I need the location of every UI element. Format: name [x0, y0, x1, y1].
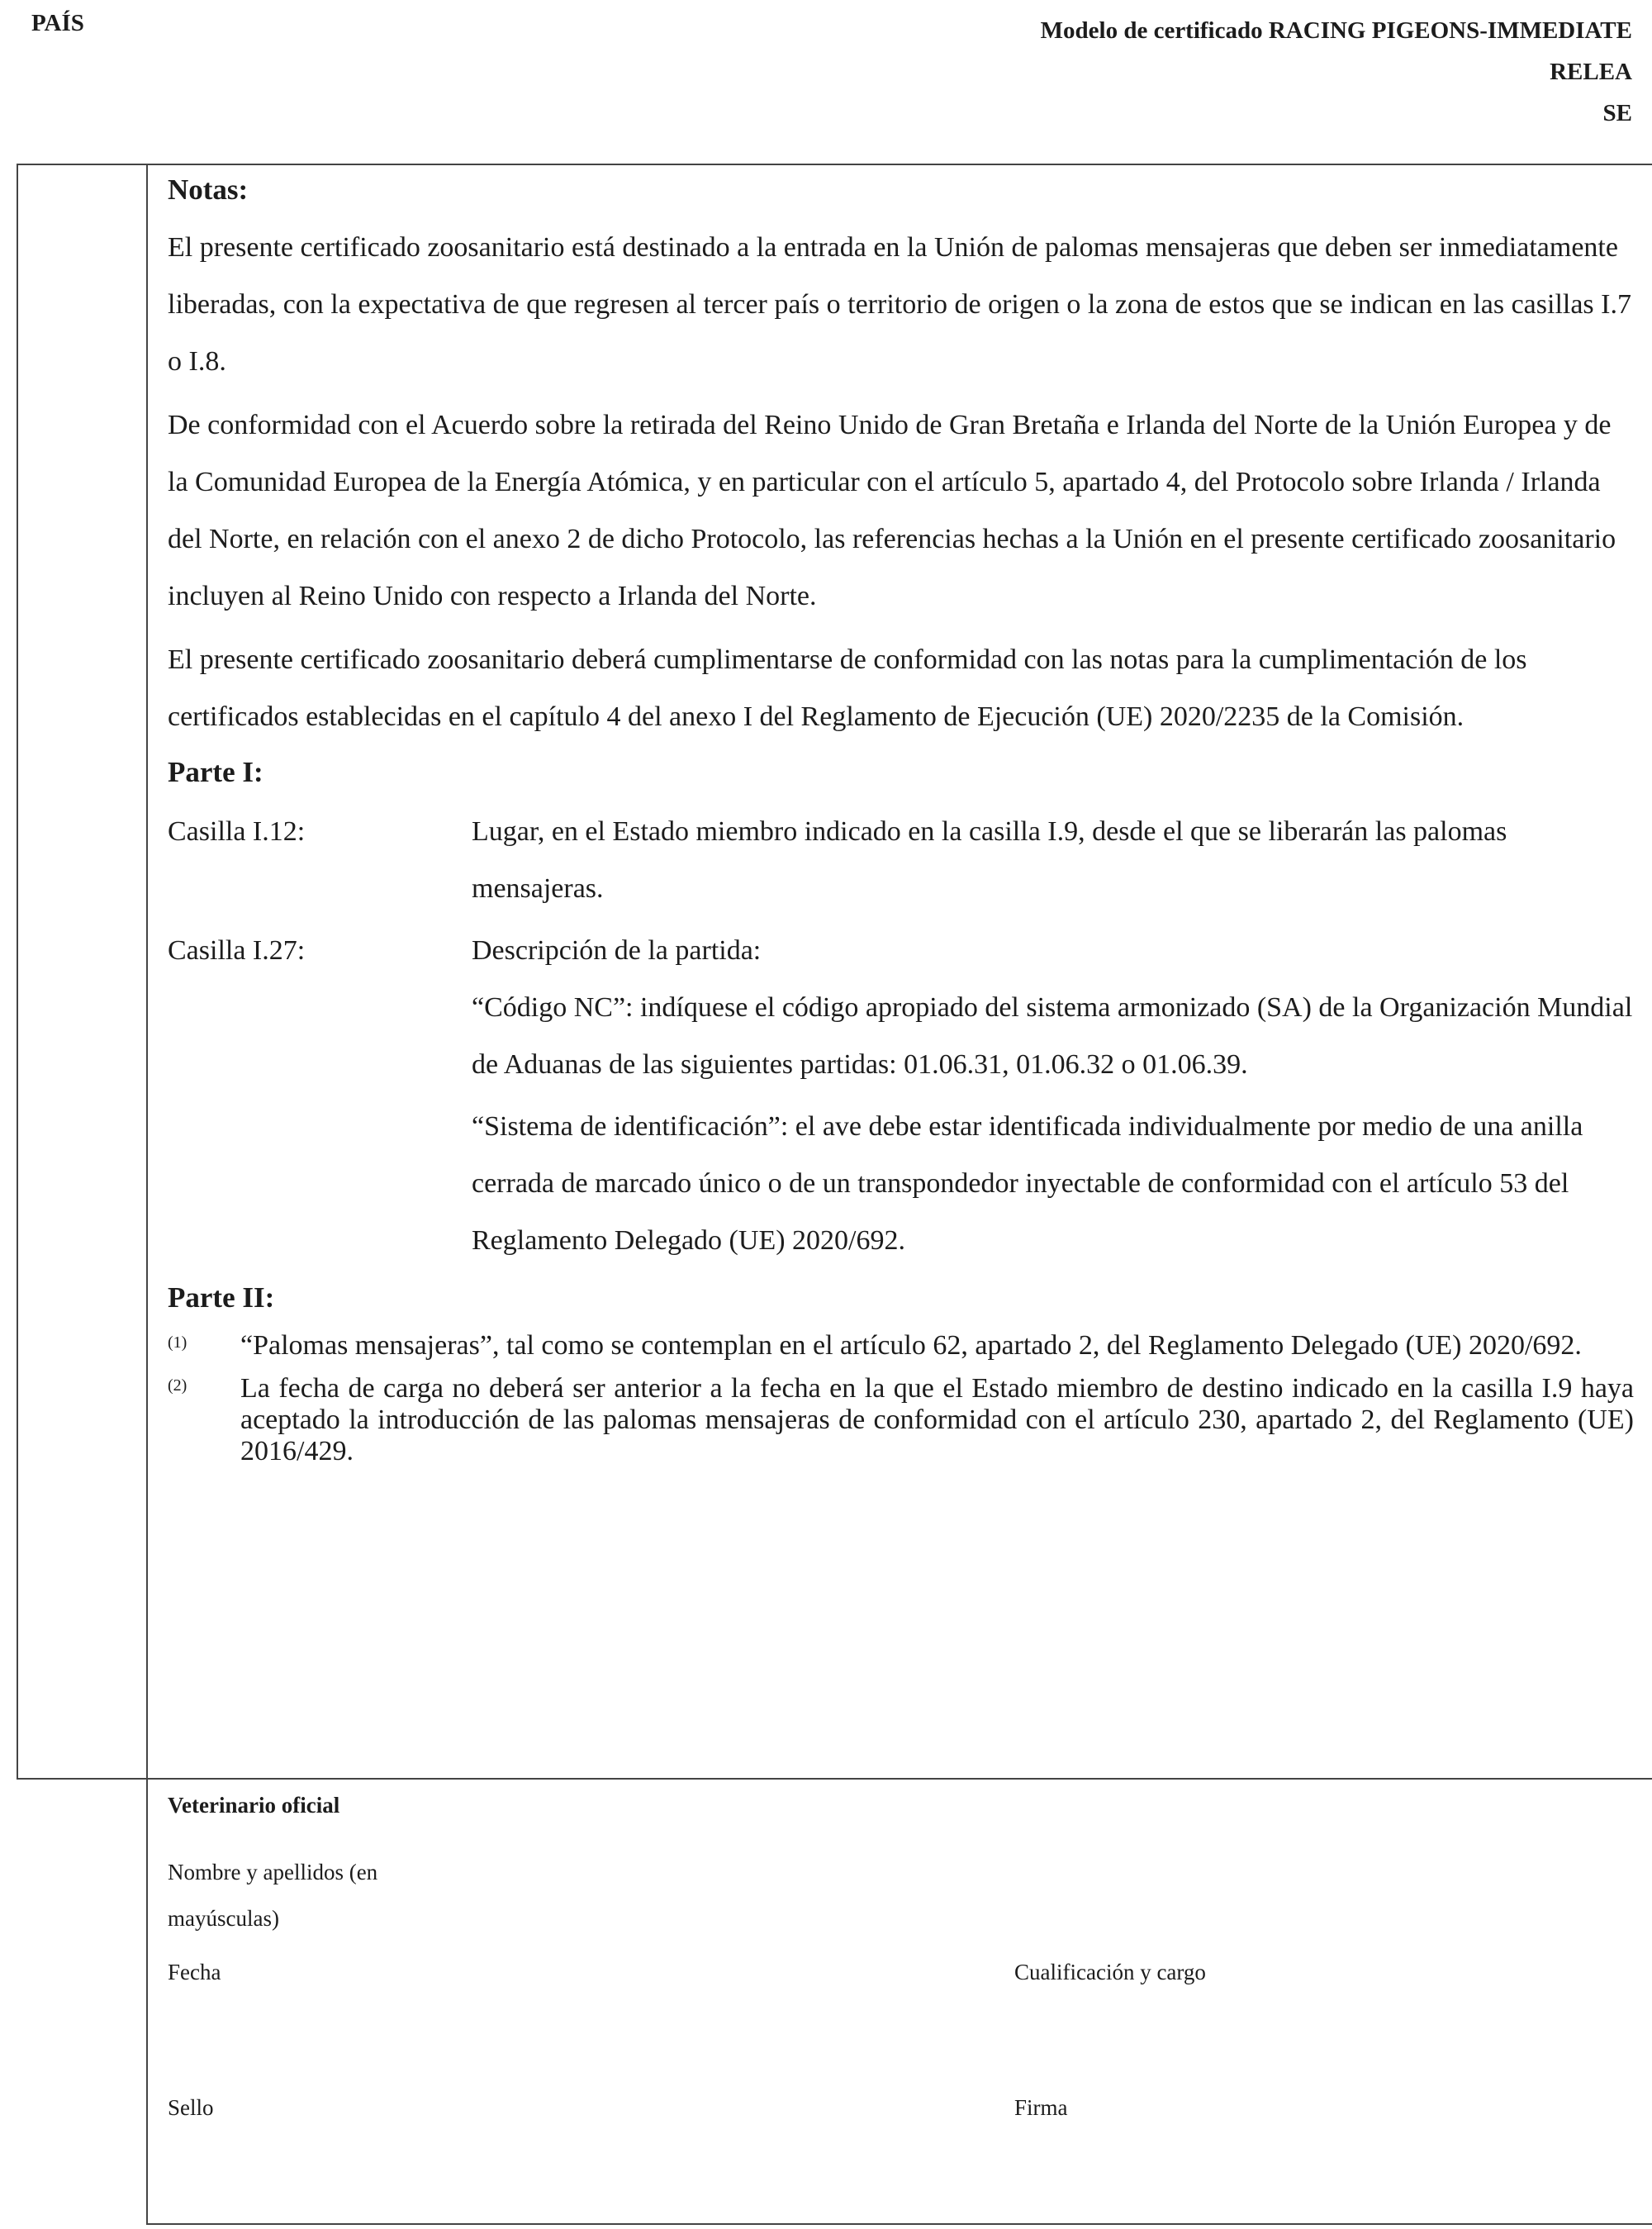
name-label [168, 1849, 377, 1941]
top-border [17, 164, 1652, 165]
signature-section-divider [17, 1778, 1652, 1780]
footnote-2-text: La fecha de carga no deberá ser anterior a la fecha en la que el Estado miembro de destino indicado en la casilla I.9 haya aceptado la introducción de las palomas mensajeras de conformidad con el artículo 230, apartado 2, del Reglamento (UE) 2016/429. [240, 1373, 1634, 1466]
box-i27-row [168, 922, 1634, 1269]
stamp-label: Sello [168, 2095, 214, 2120]
notes-paragraph-purpose: El presente certificado zoosanitario está destinado a la entrada en la Unión de palomas mensajeras que deben ser inmediatamente liberadas, con la expectativa de que regresen al tercer país o territorio de origen o la zona de estos que se indican en las casillas I.7 o I.8. [168, 232, 1631, 377]
box-i12-row [168, 803, 1634, 917]
bottom-border [146, 2223, 1652, 2225]
footnote-1 [168, 1330, 1634, 1362]
left-border [17, 164, 18, 1778]
model-title-line-1: Modelo de certificado RACING PIGEONS-IMMEDIATE [1040, 17, 1632, 44]
qualification-label: Cualificación y cargo [1014, 1960, 1206, 1984]
notes-heading: Notas: [168, 173, 249, 206]
notes-paragraph-northern-ireland: De conformidad con el Acuerdo sobre la retirada del Reino Unido de Gran Bretaña e Irlanda del Norte de la Unión Europea y de la Comunidad Europea de la Energía Atómica, y en particular con el artículo 5, apartado 4, del Protocolo sobre Irlanda / Irlanda del Norte, en relación con el anexo 2 de dicho Protocolo, las referencias hechas a la Unión en el presente certificado zoosanitario incluyen al Reino Unido con respecto a Irlanda del Norte. [168, 410, 1616, 611]
footnote-1-mark: (1) [168, 1333, 188, 1352]
notes-section [168, 169, 1634, 1467]
signature-label: Firma [1014, 2095, 1068, 2120]
footnote-2 [168, 1373, 1634, 1467]
model-title-line-2: RELEA [1550, 59, 1632, 85]
part-1-heading: Parte I: [168, 756, 263, 788]
country-label: PAÍS [31, 10, 84, 36]
name-label-line-2: mayúsculas) [168, 1906, 279, 1931]
part-2-heading: Parte II: [168, 1281, 275, 1314]
certificate-model-title [889, 10, 1632, 134]
footnote-2-mark: (2) [168, 1376, 188, 1395]
box-i12-label: Casilla I.12: [168, 816, 306, 847]
box-i27-identification: “Sistema de identificación”: el ave debe estar identificada individualmente por medio de una anilla cerrada de marcado único o de un transpondedor inyectable de conformidad con el artículo 53 del Reglamento Delegado (UE) 2020/692. [472, 1111, 1583, 1256]
footnote-1-text: “Palomas mensajeras”, tal como se contemplan en el artículo 62, apartado 2, del Reglamento Delegado (UE) 2020/692. [240, 1330, 1582, 1361]
name-label-line-1: Nombre y apellidos (en [168, 1860, 378, 1884]
column-divider [146, 164, 148, 2225]
model-title-line-3: SE [1602, 100, 1632, 126]
box-i12-text: Lugar, en el Estado miembro indicado en la casilla I.9, desde el que se liberarán las palomas mensajeras. [472, 816, 1507, 904]
official-veterinarian-heading: Veterinario oficial [168, 1793, 340, 1818]
notes-paragraph-completion: El presente certificado zoosanitario deberá cumplimentarse de conformidad con las notas para la cumplimentación de los certificados establecidas en el capítulo 4 del anexo I del Reglamento de Ejecución (UE) 2020/2235 de la Comisión. [168, 644, 1527, 732]
box-i27-label: Casilla I.27: [168, 935, 306, 966]
date-label: Fecha [168, 1960, 221, 1984]
box-i27-description: Descripción de la partida: [472, 935, 762, 966]
box-i27-cn-code: “Código NC”: indíquese el código apropiado del sistema armonizado (SA) de la Organización Mundial de Aduanas de las siguientes partidas: 01.06.31, 01.06.32 o 01.06.39. [472, 992, 1633, 1080]
